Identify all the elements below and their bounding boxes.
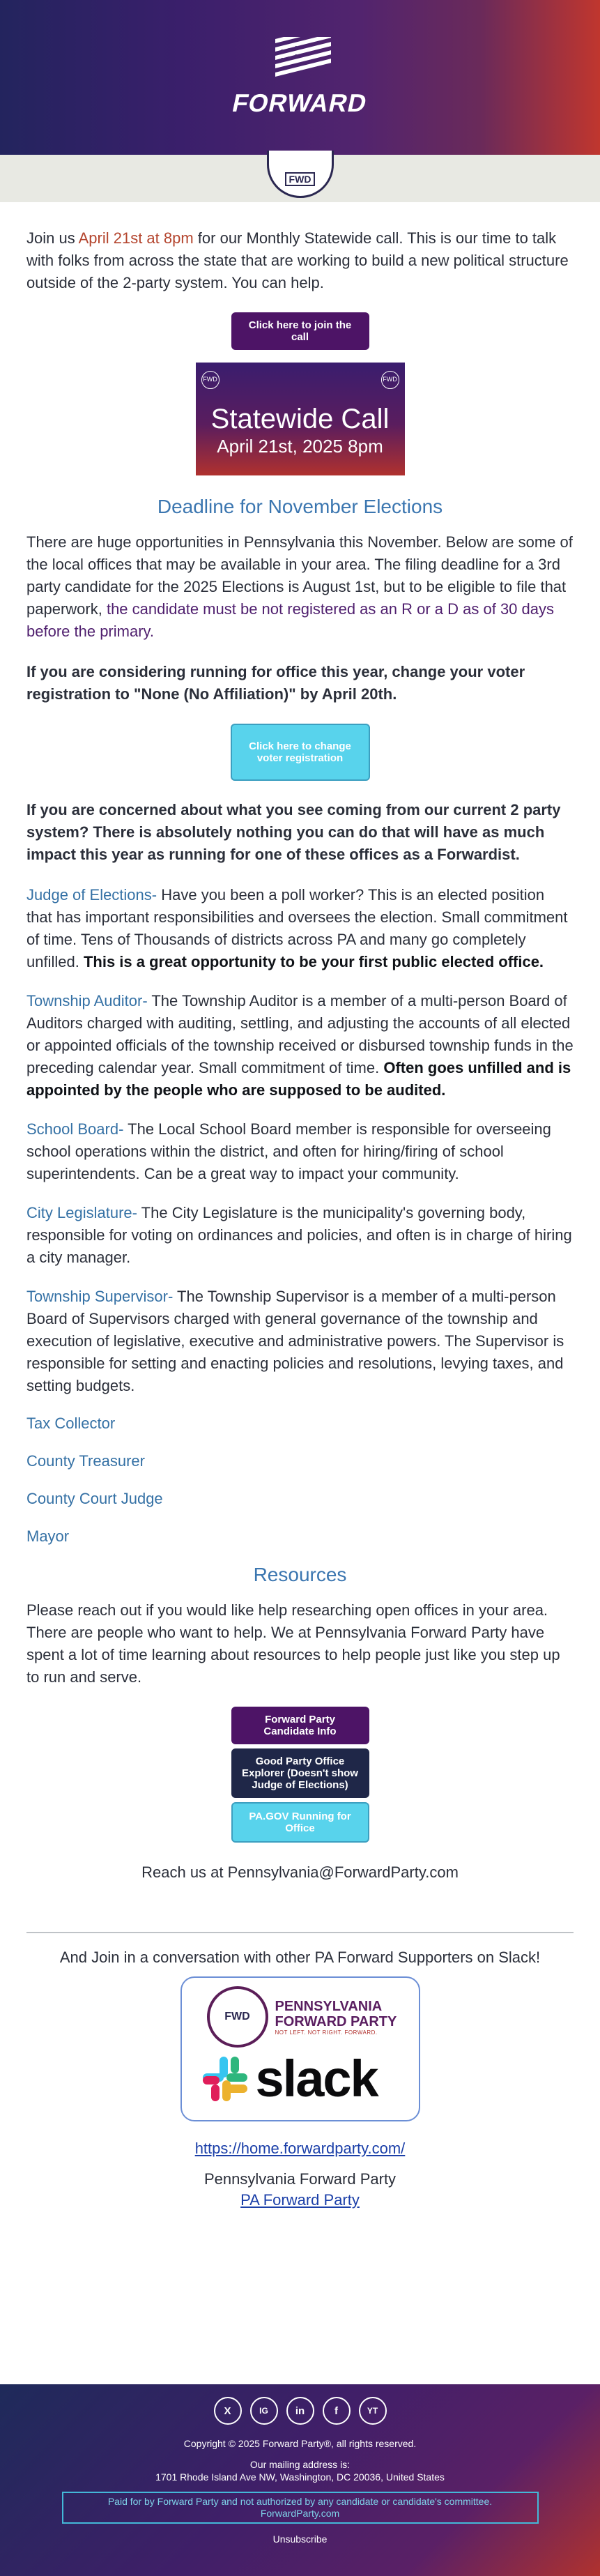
office-description: The Township Auditor is a member of a multi-person Board of Auditors charged with auditing, settling, and adjusting the accounts of all elected or appointed officials of the township received or disbursed township funds in the preceding calendar year. Small commitment of time. — [26, 992, 574, 1076]
office-title: Township Auditor- — [26, 992, 148, 1009]
main-content — [0, 227, 600, 1883]
slack-join-card[interactable] — [180, 1976, 420, 2121]
home-link[interactable]: https://home.forwardparty.com/ — [194, 2140, 406, 2157]
office-highlight: Often goes unfilled and is appointed by the people who are supposed to be audited. — [26, 1059, 571, 1099]
social-links — [0, 2384, 600, 2425]
fwd-emblem-icon: FWD — [381, 371, 399, 389]
intro-lead: Join us — [26, 229, 79, 247]
concern-paragraph: If you are concerned about what you see coming from our current 2 party system? There is absolutely nothing you can do that will have as much impact this year as running for one of these offices as a Forwardist. — [26, 801, 561, 863]
deadline-heading: Deadline for November Elections — [157, 496, 443, 517]
unsubscribe-link[interactable]: Unsubscribe — [272, 2533, 328, 2545]
slack-logo — [200, 2050, 378, 2108]
office-description: The Township Supervisor is a member of a multi-person Board of Supervisors charged with general governance of the township and execution of legislative, executive and administrative powers. The Supervisor is responsible for setting and enacting policies and resolutions, levying taxes, and setting budgets. — [26, 1288, 564, 1394]
logo-wordmark: FORWARD — [230, 89, 371, 117]
office-item — [26, 1202, 574, 1269]
pa-emblem-icon: FWD — [207, 1986, 268, 2048]
office-title: City Legislature- — [26, 1204, 137, 1221]
more-offices — [26, 1414, 574, 1546]
join-call-button[interactable]: Click here to join the call — [231, 312, 369, 350]
office-item — [26, 884, 574, 973]
footer — [0, 2384, 600, 2576]
badge-text: FWD — [285, 172, 316, 186]
home-link-row — [26, 2138, 574, 2159]
office-county-court-judge: County Court Judge — [26, 1490, 163, 1507]
resource-buttons — [26, 1707, 574, 1843]
intro-date-highlight: April 21st at 8pm — [78, 229, 194, 247]
fwd-emblem-icon: FWD — [201, 371, 220, 389]
office-tax-collector: Tax Collector — [26, 1415, 116, 1432]
facebook-icon[interactable]: f — [323, 2397, 351, 2425]
candidate-info-button[interactable]: Forward Party Candidate Info — [231, 1707, 369, 1744]
slack-wordmark: slack — [255, 2050, 378, 2108]
change-registration-label: Click here to change voter registration — [249, 740, 351, 764]
office-explorer-button[interactable]: Good Party Office Explorer (Doesn't show Judge of Elections) — [231, 1748, 369, 1798]
x-twitter-icon[interactable]: X — [214, 2397, 242, 2425]
deadline-purple-text: the candidate must be not registered as an R or a D as of 30 days before the primary. — [26, 600, 554, 640]
slack-invite: And Join in a conversation with other PA Forward Supporters on Slack! — [59, 1949, 541, 1966]
office-item — [26, 1286, 574, 1397]
pa-logo-tagline: NOT LEFT. NOT RIGHT. FORWARD. — [275, 2029, 378, 2036]
offices-list — [26, 884, 574, 1397]
registration-warning: If you are considering running for office this year, change your voter registration to "None (No Affiliation)" by April 20th. — [26, 663, 525, 703]
change-registration-button[interactable] — [231, 724, 370, 781]
contact-line: Reach us at Pennsylvania@ForwardParty.com — [141, 1864, 459, 1881]
pa-forward-party-link[interactable]: PA Forward Party — [240, 2191, 360, 2209]
statewide-call-card[interactable] — [196, 363, 405, 475]
copyright: Copyright © 2025 Forward Party®, all rights reserved. — [183, 2438, 417, 2449]
office-item — [26, 1118, 574, 1185]
instagram-icon[interactable]: IG — [250, 2397, 278, 2425]
office-title: School Board- — [26, 1120, 124, 1138]
slack-icon — [200, 2054, 250, 2104]
org-link-row — [26, 2190, 574, 2211]
mailing-address: 1701 Rhode Island Ave NW, Washington, DC 20036, United States — [155, 2471, 445, 2483]
mailing-label: Our mailing address is: — [249, 2459, 351, 2470]
office-county-treasurer: County Treasurer — [26, 1452, 145, 1470]
divider — [26, 1932, 574, 1933]
linkedin-icon[interactable]: in — [286, 2397, 314, 2425]
office-description: Have you been a poll worker? This is an elected position that has important responsibilities and oversees the election. Small commitment of time. Tens of Thousands of districts across PA and many go completely unfilled. — [26, 886, 568, 970]
youtube-icon[interactable]: YT — [359, 2397, 387, 2425]
intro-paragraph — [26, 227, 574, 294]
pa-gov-button[interactable]: PA.GOV Running for Office — [231, 1802, 369, 1843]
deadline-text: There are huge opportunities in Pennsylvania this November. Below are some of the local offices that may be available in your area. The filing deadline for a 3rd party candidate for the 2025 Elections is August 1st, but to be eligible to file that paperwork, — [26, 533, 573, 618]
org-name: Pennsylvania Forward Party — [203, 2170, 397, 2188]
paid-for-disclaimer: Paid for by Forward Party and not authorized by any candidate or candidate's committee. ForwardParty.com — [62, 2492, 539, 2524]
header-band — [0, 155, 600, 202]
resources-paragraph: Please reach out if you would like help researching open offices in your area. There are people who want to help. We at Pennsylvania Forward Party have spent a lot of time learning about resources to help people just like you step up to run and serve. — [26, 1601, 560, 1686]
office-mayor: Mayor — [26, 1527, 70, 1545]
call-card-title: Statewide Call — [210, 404, 390, 434]
office-highlight: This is a great opportunity to be your first public elected office. — [83, 953, 544, 970]
pa-logo-line2: FORWARD PARTY — [275, 2013, 397, 2029]
header-banner — [0, 0, 600, 155]
flag-icon — [261, 37, 338, 86]
office-description: The Local School Board member is responsible for overseeing school operations within the district, and often for hiring/firing of school superintendents. Can be a great way to impact your community. — [26, 1120, 551, 1182]
office-title: Township Supervisor- — [26, 1288, 174, 1305]
intro-rest: for our Monthly Statewide call. This is our time to talk with folks from across the state that are working to build a new political structure outside of the 2-party system. You can help. — [26, 229, 569, 291]
fwd-badge — [267, 151, 334, 198]
office-title: Judge of Elections- — [26, 886, 157, 904]
pa-logo-line1: PENNSYLVANIA — [275, 1998, 383, 2014]
office-item — [26, 990, 574, 1102]
pa-forward-logo — [207, 1986, 397, 2048]
deadline-paragraph — [26, 531, 574, 643]
call-card-date: April 21st, 2025 8pm — [217, 436, 383, 457]
office-description: The City Legislature is the municipality's governing body, responsible for voting on ordinances and policies, and often is in charge of hiring a city manager. — [26, 1204, 572, 1266]
resources-heading: Resources — [253, 1564, 347, 1585]
forward-logo[interactable] — [230, 37, 371, 118]
